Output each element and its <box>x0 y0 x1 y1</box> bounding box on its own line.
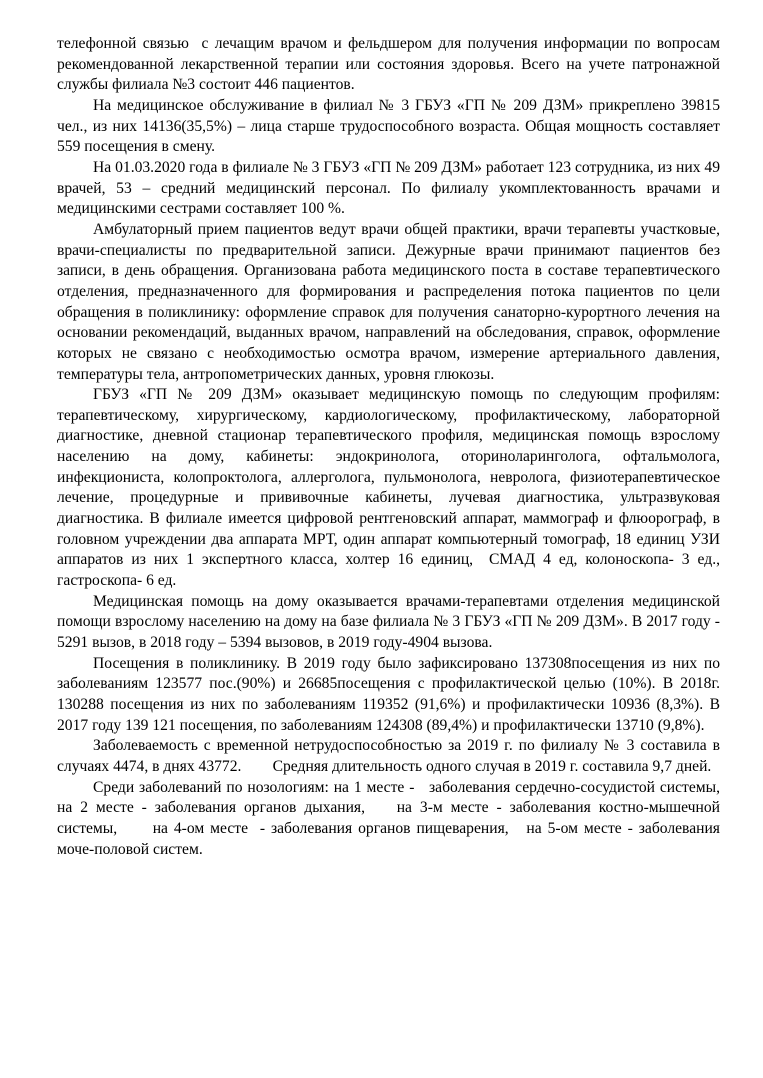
paragraph-disease-ranking: Среди заболеваний по нозологиям: на 1 месте - заболевания сердечно-сосудистой системы, на 2 месте - заболевания органов дыхания, на 3-м месте - заболевания костно-мышечной системы, на 4-ом месте - заболевания органов пищеварения, на 5-ом месте - заболевания моче-половой систем. <box>57 778 728 858</box>
paragraph-patronage-service: телефонной связью с лечащим врачом и фельдшером для получения информации по вопросам рекомендованной лекарственной терапии или состояния здоровья. Всего на учете патронажной службы филиала №3 состоит 446 пациентов. <box>57 35 724 94</box>
paragraph-outpatient-reception: Амбулаторный прием пациентов ведут врачи общей практики, врачи терапевты участковые, врачи-специалисты по предварительной записи. Дежурные врачи принимают пациентов без записи, в день обращения. Организована работа медицинского поста в составе терапевтического отделения, предназначенного для формирования и распределения потока пациентов по цели обращения в поликлинику: оформление справок для получения санаторно-курортного лечения на основании рекомендаций, выданных врачом, направлений на обследования, справок, оформление которых не связано с необходимостью осмотра врачом, измерение артериального давления, температуры тела, антропометрических данных, уровня глюкозы. <box>57 220 724 383</box>
paragraph-medical-profiles: ГБУЗ «ГП № 209 ДЗМ» оказывает медицинскую помощь по следующим профилям: терапевтическому, хирургическому, кардиологическому, профилактическому, лабораторной диагностике, дневной стационар терапевтического профиля, медицинская помощь взрослому населению на дому, кабинеты: эндокринолога, оториноларинголога, офтальмолога, инфекциониста, колопроктолога, аллерголога, пульмонолога, невролога, физиотерапевтическое лечение, процедурные и прививочные кабинеты, лучевая диагностика, ультразвуковая диагностика. В филиале имеется цифровой рентгеновский аппарат, маммограф и флюорограф, в головном учреждении два аппарата МРТ, один аппарат компьютерный томограф, 18 единиц УЗИ аппаратов из них 1 экспертного класса, холтер 16 единиц, СМАД 4 ед, колоноскопа- 3 ед., гастроскопа- 6 ед. <box>57 386 724 590</box>
document-body <box>57 34 728 860</box>
paragraph-staff: На 01.03.2020 года в филиале № 3 ГБУЗ «ГП № 209 ДЗМ» работает 123 сотрудника, из них 49 врачей, 53 – средний медицинский персонал. По филиалу укомплектованность врачами и медицинскими сестрами составляет 100 %. <box>57 158 724 218</box>
paragraph-home-care: Медицинская помощь на дому оказывается врачами-терапевтами отделения медицинской помощи взрослому населению на дому на базе филиала № 3 ГБУЗ «ГП № 209 ДЗМ». В 2017 году - 5291 вызов, в 2018 году – 5394 вызовов, в 2019 году-4904 вызова. <box>57 592 724 652</box>
paragraph-temporary-disability: Заболеваемость с временной нетрудоспособностью за 2019 г. по филиалу № 3 составила в случаях 4474, в днях 43772. Средняя длительность одного случая в 2019 г. составила 9,7 дней. <box>57 737 724 775</box>
paragraph-clinic-visits: Посещения в поликлинику. В 2019 году было зафиксировано 137308посещения из них по заболеваниям 123577 пос.(90%) и 26685посещения с профилактической целью (10%). В 2018г. 130288 посещения из них по заболеваниям 119352 (91,6%) и профилактически 10936 (8,3%). В 2017 году 139 121 посещения, по заболеваниям 124308 (89,4%) и профилактически 13710 (9,8%). <box>57 654 724 734</box>
paragraph-attached-population: На медицинское обслуживание в филиал № 3 ГБУЗ «ГП № 209 ДЗМ» прикреплено 39815 чел., из них 14136(35,5%) – лица старше трудоспособного возраста. Общая мощность составляет 559 посещения в смену. <box>57 96 724 156</box>
